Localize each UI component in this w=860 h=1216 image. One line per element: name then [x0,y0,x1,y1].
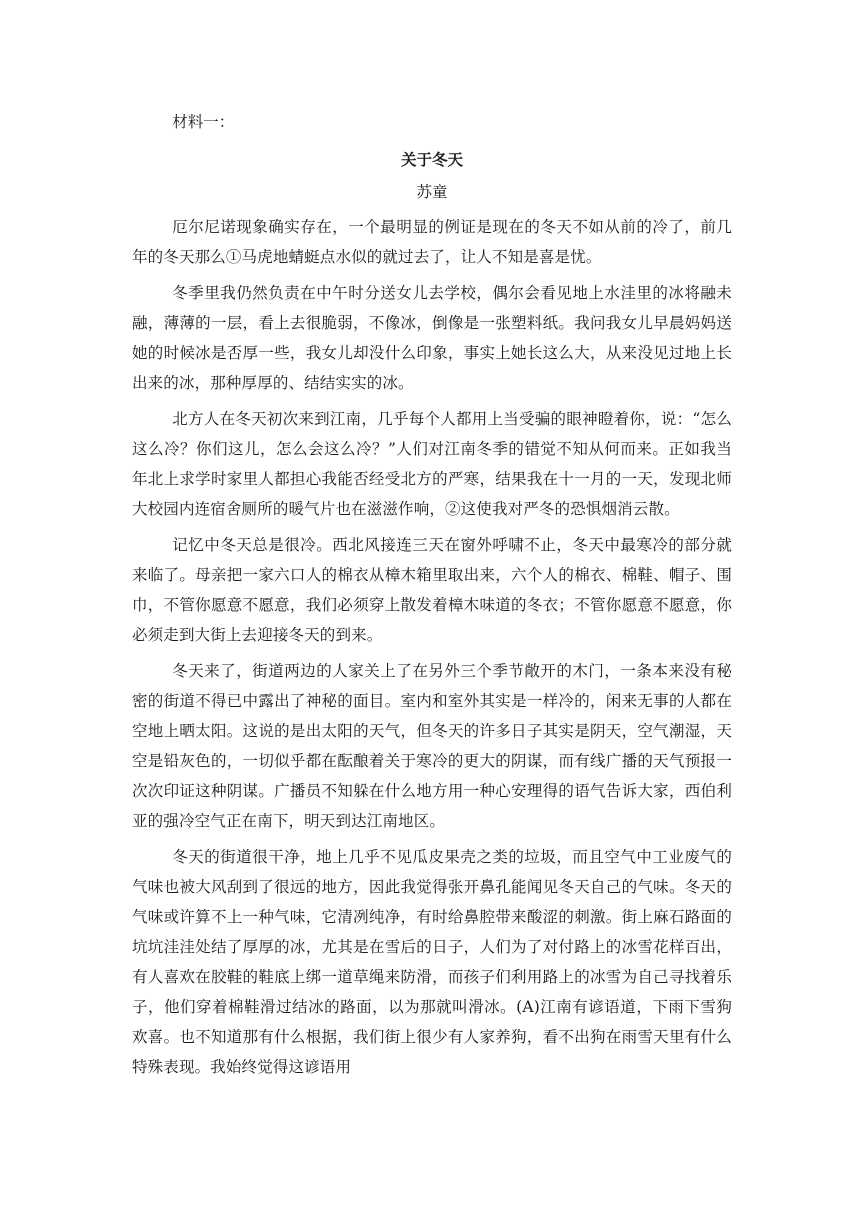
paragraph-5: 冬天来了，街道两边的人家关上了在另外三个季节敞开的木门，一条本来没有秘密的街道不得已中露出了神秘的面目。室内和室外其实是一样冷的，闲来无事的人都在空地上晒太阳。这说的是出太阳的天气，但冬天的许多日子其实是阴天，空气潮湿，天空是铅灰色的，一切似乎都在酝酿着关于寒冷的更大的阴谋，而有线广播的天气预报一次次印证这种阴谋。广播员不知躲在什么地方用一种心安理得的语气告诉大家，西伯利亚的强冷空气正在南下，明天到达江南地区。 [132,662,732,830]
paragraph-3: 北方人在冬天初次来到江南，几乎每个人都用上当受骗的眼神瞪着你，说：“怎么这么冷？你们这儿，怎么会这么冷？”人们对江南冬季的错觉不知从何而来。正如我当年北上求学时家里人都担心我能否经受北方的严寒，结果我在十一月的一天，发现北师大校园内连宿舍厕所的暖气片也在滋滋作响，②这使我对严冬的恐惧烟消云散。 [132,410,732,518]
essay-author: 苏童 [416,183,448,201]
essay-title: 关于冬天 [400,150,463,169]
document-body [132,108,732,1088]
paragraph-6: 冬天的街道很干净，地上几乎不见瓜皮果壳之类的垃圾，而且空气中工业废气的气味也被大风刮到了很远的地方，因此我觉得张开鼻孔能闻见冬天自己的气味。冬天的气味或许算不上一种气味，它清冽纯净，有时给鼻腔带来酸涩的刺激。街上麻石路面的坑坑洼洼处结了厚厚的冰，尤其是在雪后的日子，人们为了对付路上的冰雪花样百出，有人喜欢在胶鞋的鞋底上绑一道草绳来防滑，而孩子们利用路上的冰雪为自己寻找着乐子，他们穿着棉鞋滑过结冰的路面，以为那就叫滑冰。(A)江南有谚语道，下雨下雪狗欢喜。也不知道那有什么根据，我们街上很少有人家养狗，看不出狗在雨雪天里有什么特殊表现。我始终觉得这谚语用 [132,848,732,1076]
paragraph-4: 记忆中冬天总是很冷。西北风接连三天在窗外呼啸不止，冬天中最寒冷的部分就来临了。母亲把一家六口人的棉衣从樟木箱里取出来，六个人的棉衣、棉鞋、帽子、围巾，不管你愿意不愿意，我们必须穿上散发着樟木味道的冬衣；不管你愿意不愿意，你必须走到大街上去迎接冬天的到来。 [132,536,732,644]
paragraph-2: 冬季里我仍然负责在中午时分送女儿去学校，偶尔会看见地上水洼里的冰将融未融，薄薄的一层，看上去很脆弱，不像冰，倒像是一张塑料纸。我问我女儿早晨妈妈送她的时候冰是否厚一些，我女儿却没什么印象，事实上她长这么大，从来没见过地上长出来的冰，那种厚厚的、结结实实的冰。 [132,284,732,392]
paragraph-1: 厄尔尼诺现象确实存在，一个最明显的例证是现在的冬天不如从前的冷了，前几年的冬天那么①马虎地蜻蜓点水似的就过去了，让人不知是喜是忧。 [132,218,732,266]
material-label: 材料一： [172,113,235,131]
